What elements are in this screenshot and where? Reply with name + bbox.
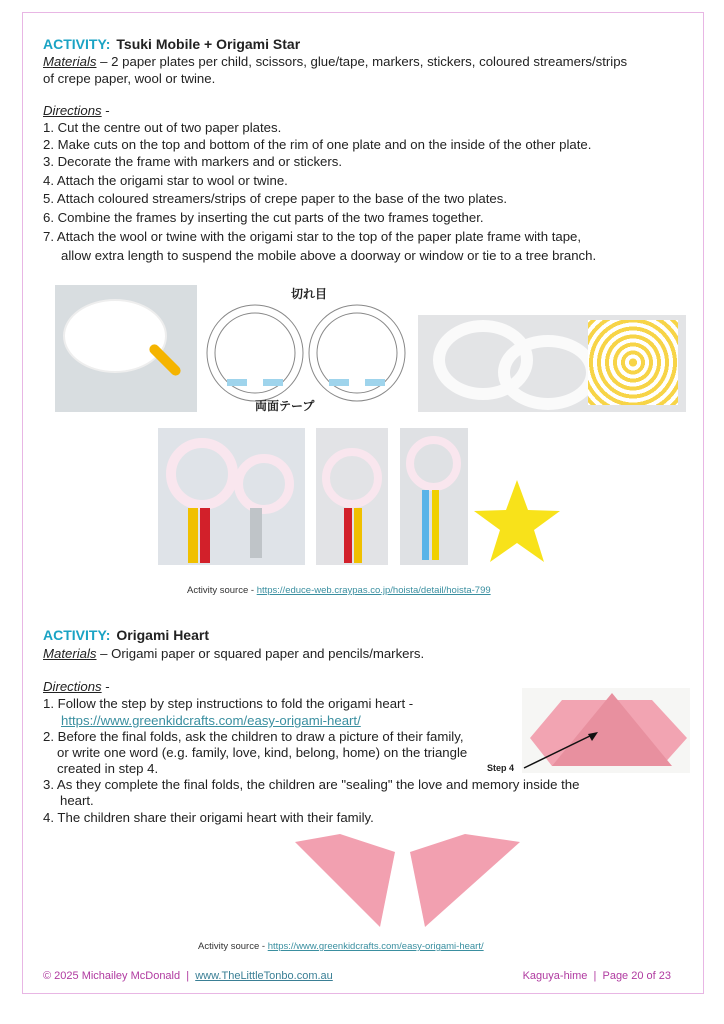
step: 2. Make cuts on the top and bottom of the rim of one plate and on the inside of the other plate. (43, 137, 592, 152)
step: 3. Decorate the frame with markers and or stickers. (43, 154, 343, 169)
arrow-icon (522, 728, 602, 773)
mobile-frames-photo (158, 428, 305, 565)
origami-hearts-image (285, 832, 530, 932)
decorated-plates-photo (418, 315, 686, 412)
activity2-source (198, 941, 484, 952)
source-label: Activity source - (198, 941, 268, 952)
activity1-directions (43, 102, 110, 119)
activity-label: ACTIVITY: (43, 36, 111, 52)
page-number: Kaguya-hime | Page 20 of 23 (522, 970, 671, 982)
activity-title: Origami Heart (116, 627, 209, 643)
step: 1. Cut the centre out of two paper plates. (43, 120, 282, 135)
copyright: © 2025 Michailey McDonald | (43, 970, 196, 982)
activity2-directions (43, 678, 110, 695)
directions-suffix: - (101, 103, 110, 118)
tape-label: 両面テープ (255, 399, 315, 412)
materials-label: Materials (43, 54, 97, 69)
origami-star-image (472, 478, 562, 566)
step-cont: heart. (60, 793, 94, 808)
step: 2. Before the final folds, ask the children to draw a picture of their family, (43, 729, 464, 744)
origami-heart-link[interactable]: https://www.greenkidcrafts.com/easy-origami-heart/ (61, 713, 361, 728)
step: 6. Combine the frames by inserting the cut parts of the two frames together. (43, 210, 484, 225)
activity2-heading (43, 627, 209, 644)
directions-label: Directions (43, 103, 102, 118)
step: 1. Follow the step by step instructions to fold the origami heart - (43, 696, 414, 711)
directions-label: Directions (43, 679, 102, 694)
activity1-source (187, 585, 491, 596)
activity2-materials (43, 645, 424, 662)
activity-title: Tsuki Mobile + Origami Star (116, 36, 301, 52)
materials-label: Materials (43, 646, 97, 661)
step: 7. Attach the wool or twine with the origami star to the top of the paper plate frame with tape, (43, 229, 582, 244)
materials-text: – 2 paper plates per child, scissors, glue/tape, markers, stickers, coloured streamers/strips (96, 54, 628, 69)
step: 3. As they complete the final folds, the children are "sealing" the love and memory inside the (43, 777, 580, 792)
directions-suffix: - (101, 679, 110, 694)
step-cont: created in step 4. (57, 761, 159, 776)
mobile-with-star-photo (316, 428, 388, 565)
source-label: Activity source - (187, 585, 257, 596)
source-link[interactable]: https://www.greenkidcrafts.com/easy-origami-heart/ (267, 941, 484, 952)
footer-left (43, 970, 333, 982)
step: 4. The children share their origami heart with their family. (43, 810, 374, 825)
cut-label: 切れ目 (291, 287, 328, 301)
step: 4. Attach the origami star to wool or twine. (43, 173, 288, 188)
paper-plates-scissors-photo (55, 285, 197, 412)
step-cont: or write one word (e.g. family, love, kind, belong, home) on the triangle (57, 745, 468, 760)
step-cont: allow extra length to suspend the mobile above a doorway or window or tie to a tree branch. (61, 248, 597, 263)
step4-label: Step 4 (487, 763, 515, 773)
activity1-materials (43, 53, 627, 70)
source-link[interactable]: https://educe-web.craypas.co.jp/hoista/detail/hoista-799 (256, 585, 491, 596)
activity1-heading (43, 36, 300, 53)
materials-text-cont: of crepe paper, wool or twine. (43, 71, 216, 86)
materials-text: – Origami paper or squared paper and pencils/markers. (96, 646, 425, 661)
cut-diagram (205, 285, 410, 412)
activity-label: ACTIVITY: (43, 627, 111, 643)
mobile-blue-streamers-photo (400, 428, 468, 565)
website-link[interactable]: www.TheLittleTonbo.com.au (195, 970, 333, 982)
step: 5. Attach coloured streamers/strips of crepe paper to the base of the two plates. (43, 191, 508, 206)
